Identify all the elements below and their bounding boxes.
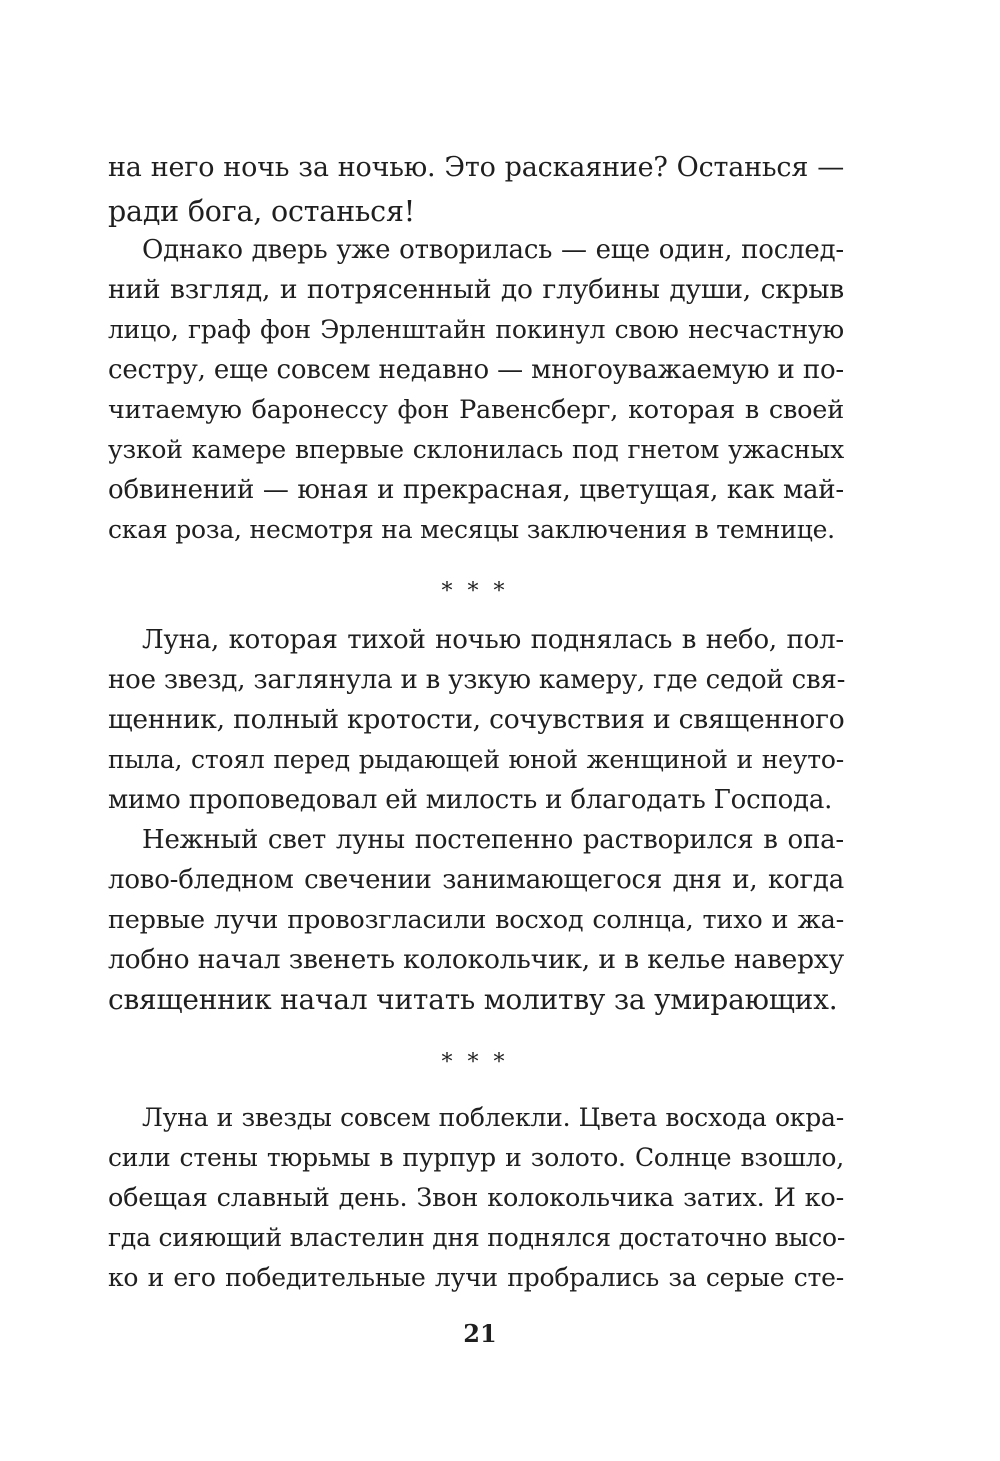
page-number: 21 xyxy=(463,1319,497,1348)
text-line: обвинений — юная и прекрасная, цветущая, как май- xyxy=(108,475,844,505)
text-line: узкой камере впервые склонилась под гнетом ужасных xyxy=(108,435,844,464)
text-line: мимо проповедовал ей милость и благодать Господа. xyxy=(108,785,833,815)
text-line: обещая славный день. Звон колокольчика затих. И ко- xyxy=(108,1183,844,1213)
text-line: первые лучи провозгласили восход солнца, тихо и жа- xyxy=(108,905,844,935)
text-line: ное звезд, заглянула и в узкую камеру, где седой свя- xyxy=(108,665,846,695)
text-line: лово-бледном свечении занимающегося дня и, когда xyxy=(108,865,844,895)
text-line: ская роза, несмотря на месяцы заключения в темнице. xyxy=(108,515,835,544)
text-line: ний взгляд, и потрясенный до глубины души, скрыв xyxy=(108,274,844,305)
text-line: сестру, еще совсем недавно — многоуважаемую и по- xyxy=(108,355,844,385)
text-line: гда сияющий властелин дня поднялся достаточно высо- xyxy=(108,1223,846,1252)
text-line: пыла, стоял перед рыдающей юной женщиной и неуто- xyxy=(108,745,844,774)
section-separator: * * * xyxy=(441,1050,509,1075)
text-line: читаемую баронессу фон Равенсберг, которая в своей xyxy=(108,395,844,425)
text-line: лицо, граф фон Эрленштайн покинул свою несчастную xyxy=(108,315,844,344)
text-line: Луна, которая тихой ночью поднялась в небо, пол- xyxy=(142,625,844,655)
text-line: ради бога, останься! xyxy=(108,195,415,228)
text-line: ко и его победительные лучи пробрались за серые сте- xyxy=(108,1263,844,1292)
text-line: Однако дверь уже отворилась — еще один, послед- xyxy=(142,235,844,265)
text-line: сили стены тюрьмы в пурпур и золото. Солнце взошло, xyxy=(108,1143,844,1172)
text-line: Луна и звезды совсем поблекли. Цвета восхода окра- xyxy=(142,1103,844,1132)
text-line: священник начал читать молитву за умирающих. xyxy=(108,983,838,1016)
text-line: Нежный свет луны постепенно растворился в опа- xyxy=(142,825,844,855)
text-line: на него ночь за ночью. Это раскаяние? Останься — xyxy=(108,152,844,183)
text-line: щенник, полный кротости, сочувствия и священного xyxy=(108,704,845,735)
section-separator: * * * xyxy=(441,579,509,604)
text-line: лобно начал звенеть колокольчик, и в келье наверху xyxy=(108,944,844,975)
